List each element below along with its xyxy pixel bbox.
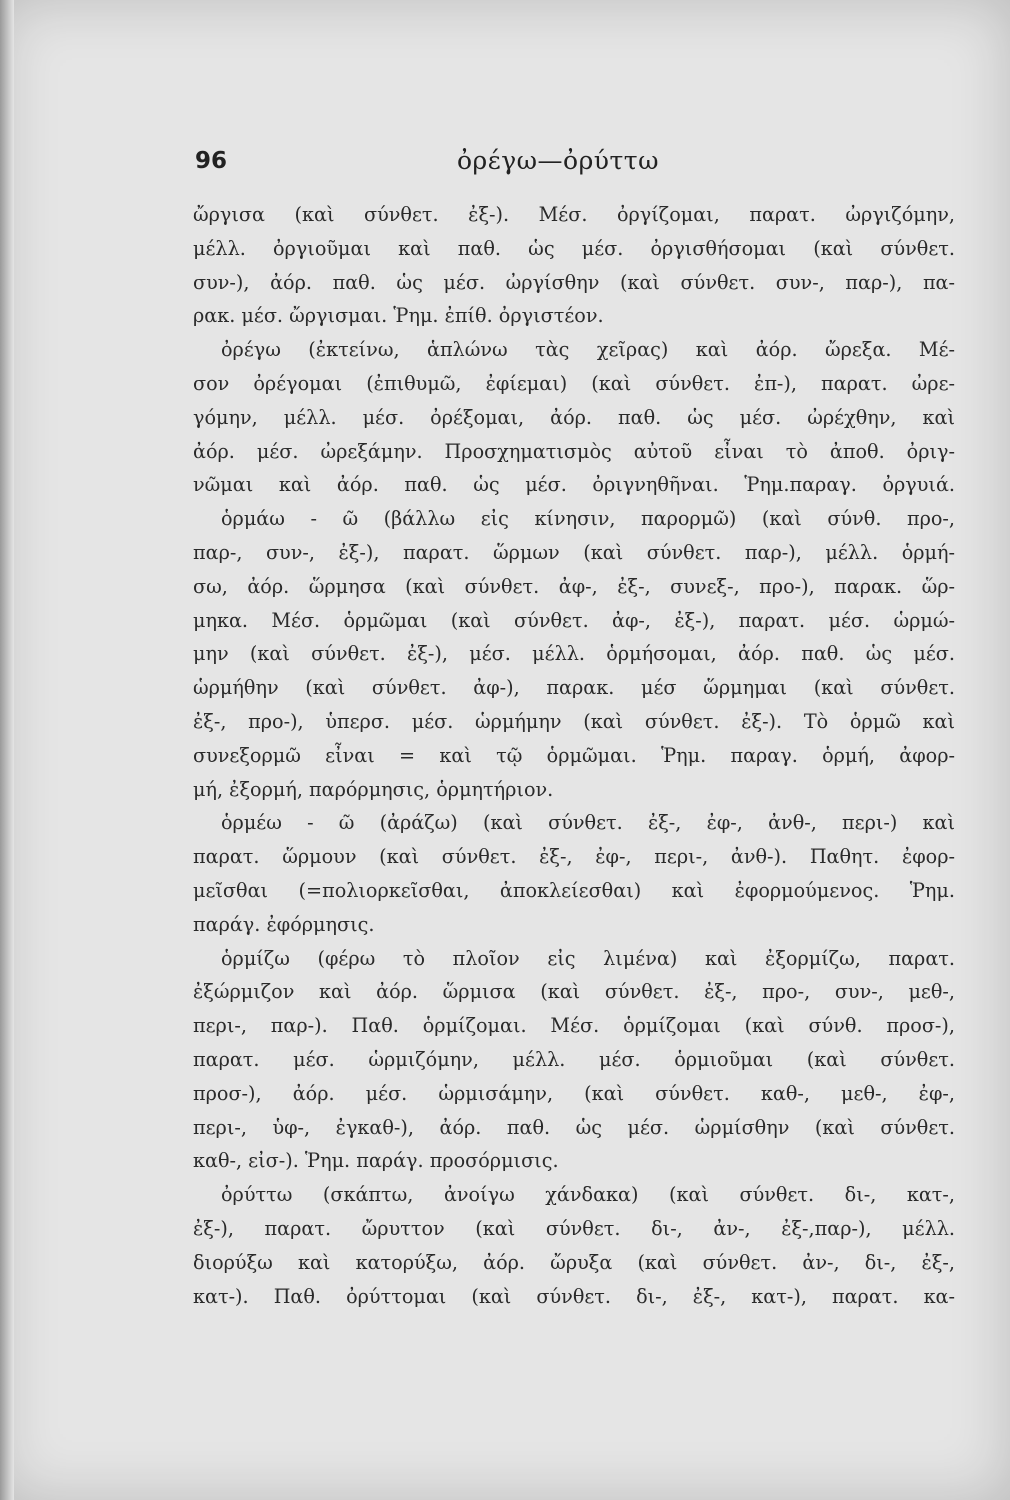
text-line: παρατ. μέσ. ὡρμιζόμην, μέλλ. μέσ. ὁρμιοῦμαι (καὶ σύνθετ. bbox=[193, 1047, 955, 1071]
dictionary-text bbox=[193, 198, 955, 1313]
text-line: σον ὀρέγομαι (ἐπιθυμῶ, ἐφίεμαι) (καὶ σύνθετ. ἐπ-), παρατ. ὠρε- bbox=[193, 371, 955, 395]
text-line: σω, ἀόρ. ὥρμησα (καὶ σύνθετ. ἀφ-, ἐξ-, συνεξ-, προ-), παρακ. ὥρ- bbox=[193, 574, 955, 598]
page-number: 96 bbox=[195, 148, 228, 174]
text-line: παράγ. ἐφόρμησις. bbox=[193, 912, 375, 936]
text-line: καθ-, εἰσ-). Ῥημ. παράγ. προσόρμισις. bbox=[193, 1149, 559, 1173]
entry-hormao: ὁρμάω - ῶ (βάλλω εἰς κίνησιν, παρορμῶ) (καὶ σύνθ. προ-, bbox=[221, 507, 955, 531]
text-line: ὤργισα (καὶ σύνθετ. ἐξ-). Μέσ. ὀργίζομαι, παρατ. ὠργιζόμην, bbox=[193, 203, 955, 226]
text-line: συν-), ἀόρ. παθ. ὡς μέσ. ὠργίσθην (καὶ σύνθετ. συν-, παρ-), πα- bbox=[193, 270, 955, 294]
text-line: μηκα. Μέσ. ὁρμῶμαι (καὶ σύνθετ. ἀφ-, ἐξ-), παρατ. μέσ. ὡρμώ- bbox=[193, 608, 955, 632]
text-line: ἐξ-, προ-), ὑπερσ. μέσ. ὡρμήμην (καὶ σύνθετ. ἐξ-). Τὸ ὁρμῶ καὶ bbox=[193, 709, 955, 733]
page-header bbox=[195, 148, 955, 188]
text-line: κατ-). Παθ. ὀρύττομαι (καὶ σύνθετ. δι-, ἐξ-, κατ-), παρατ. κα- bbox=[193, 1284, 955, 1308]
text-line: ἐξώρμιζον καὶ ἀόρ. ὥρμισα (καὶ σύνθετ. ἐξ-, προ-, συν-, μεθ-, bbox=[193, 980, 955, 1004]
text-line: ρακ. μέσ. ὤργισμαι. Ῥημ. ἐπίθ. ὀργιστέον. bbox=[193, 304, 604, 328]
page-edge-shadow bbox=[0, 0, 14, 1500]
entry-hormizo: ὁρμίζω (φέρω τὸ πλοῖον εἰς λιμένα) καὶ ἐξορμίζω, παρατ. bbox=[221, 946, 955, 970]
text-line: ἀόρ. μέσ. ὠρεξάμην. Προσχηματισμὸς αὐτοῦ εἶναι τὸ ἀποθ. ὀριγ- bbox=[193, 439, 955, 463]
text-line: περι-, παρ-). Παθ. ὁρμίζομαι. Μέσ. ὁρμίζομαι (καὶ σύνθ. προσ-), bbox=[193, 1014, 955, 1038]
text-line: προσ-), ἀόρ. μέσ. ὡρμισάμην, (καὶ σύνθετ. καθ-, μεθ-, ἐφ-, bbox=[193, 1081, 955, 1105]
text-line: νῶμαι καὶ ἀόρ. παθ. ὡς μέσ. ὀριγνηθῆναι. Ῥημ.παραγ. ὀργυιά. bbox=[193, 473, 955, 497]
entry-orytto: ὀρύττω (σκάπτω, ἀνοίγω χάνδακα) (καὶ σύνθετ. δι-, κατ-, bbox=[221, 1183, 955, 1207]
running-head: ὀρέγω—ὀρύττω bbox=[457, 146, 660, 175]
text-line: ἐξ-), παρατ. ὤρυττον (καὶ σύνθετ. δι-, ἀν-, ἐξ-,παρ-), μέλλ. bbox=[193, 1216, 955, 1240]
text-line: γόμην, μέλλ. μέσ. ὀρέξομαι, ἀόρ. παθ. ὡς μέσ. ὠρέχθην, καὶ bbox=[193, 405, 955, 429]
text-line: μην (καὶ σύνθετ. ἐξ-), μέσ. μέλλ. ὁρμήσομαι, ἀόρ. παθ. ὡς μέσ. bbox=[193, 642, 955, 666]
entry-hormeo: ὁρμέω - ῶ (ἀράζω) (καὶ σύνθετ. ἐξ-, ἐφ-, ἀνθ-, περι-) καὶ bbox=[221, 811, 955, 835]
text-line: μέλλ. ὀργιοῦμαι καὶ παθ. ὡς μέσ. ὀργισθήσομαι (καὶ σύνθετ. bbox=[193, 236, 955, 260]
text-line: παρατ. ὥρμουν (καὶ σύνθετ. ἐξ-, ἐφ-, περι-, ἀνθ-). Παθητ. ἐφορ- bbox=[193, 845, 955, 869]
text-line: παρ-, συν-, ἐξ-), παρατ. ὥρμων (καὶ σύνθετ. παρ-), μέλλ. ὁρμή- bbox=[193, 540, 955, 564]
entry-oregoo: ὀρέγω (ἐκτείνω, ἁπλώνω τὰς χεῖρας) καὶ ἀόρ. ὤρεξα. Μέ- bbox=[221, 338, 955, 362]
text-line: διορύξω καὶ κατορύξω, ἀόρ. ὤρυξα (καὶ σύνθετ. ἀν-, δι-, ἐξ-, bbox=[193, 1250, 955, 1274]
text-line: περι-, ὑφ-, ἐγκαθ-), ἀόρ. παθ. ὡς μέσ. ὡρμίσθην (καὶ σύνθετ. bbox=[193, 1115, 955, 1139]
text-line: συνεξορμῶ εἶναι = καὶ τῷ ὁρμῶμαι. Ῥημ. παραγ. ὁρμή, ἀφορ- bbox=[193, 743, 955, 767]
text-line: μή, ἐξορμή, παρόρμησις, ὁρμητήριον. bbox=[193, 777, 554, 801]
text-line: μεῖσθαι (=πολιορκεῖσθαι, ἀποκλείεσθαι) καὶ ἐφορμούμενος. Ῥημ. bbox=[193, 878, 955, 902]
text-line: ὡρμήθην (καὶ σύνθετ. ἀφ-), παρακ. μέσ ὥρμημαι (καὶ σύνθετ. bbox=[193, 676, 955, 700]
